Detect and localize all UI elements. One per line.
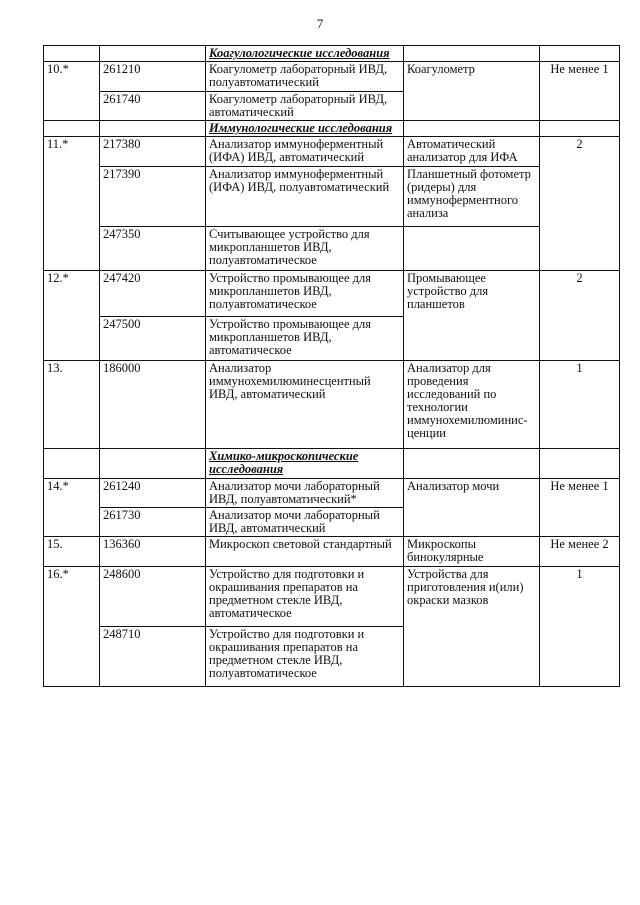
table-row <box>44 479 620 508</box>
device-code: 261240 <box>100 479 206 508</box>
device-code: 261210 <box>100 62 206 92</box>
table-row <box>44 62 620 92</box>
equipment-name: Анализатор мочи <box>404 479 540 537</box>
table-row <box>44 167 620 227</box>
quantity: 2 <box>540 137 620 271</box>
device-name: Анализатор иммуноферментный (ИФА) ИВД, автоматический <box>206 137 404 167</box>
row-number: 15. <box>44 537 100 567</box>
equipment-name: Коагулометр <box>404 62 540 121</box>
device-name: Устройство промывающее для микропланшетов ИВД, автоматическое <box>206 317 404 361</box>
device-name: Устройство для подготовки и окрашивания препаратов на предметном стекле ИВД, полуавтоматическое <box>206 627 404 687</box>
device-code: 247500 <box>100 317 206 361</box>
section-title-chemical: Химико-микроскопические исследования <box>206 449 404 479</box>
equipment-name: Устройства для приготовления и(или) окраски мазков <box>404 567 540 687</box>
device-code: 247420 <box>100 271 206 317</box>
device-code: 248710 <box>100 627 206 687</box>
row-number: 14.* <box>44 479 100 537</box>
equipment-name: Микроскопы бинокулярные <box>404 537 540 567</box>
device-name: Анализатор иммунохемилюминесцентный ИВД, автоматический <box>206 361 404 449</box>
device-code: 217380 <box>100 137 206 167</box>
device-name: Микроскоп световой стандартный <box>206 537 404 567</box>
row-number: 10.* <box>44 62 100 121</box>
device-code: 248600 <box>100 567 206 627</box>
equipment-name: Планшетный фотометр (ридеры) для иммуноферментного анализа <box>404 167 540 227</box>
section-row-immunology <box>44 121 620 137</box>
equipment-name: Анализатор для проведения исследований по технологии иммунохемилюминис-ценции <box>404 361 540 449</box>
quantity: Не менее 1 <box>540 62 620 121</box>
table-row <box>44 567 620 627</box>
device-code: 261730 <box>100 508 206 537</box>
device-code: 186000 <box>100 361 206 449</box>
device-name: Коагулометр лабораторный ИВД, полуавтоматический <box>206 62 404 92</box>
row-number: 12.* <box>44 271 100 361</box>
page-number: 7 <box>316 16 324 31</box>
equipment-name: Промывающее устройство для планшетов <box>404 271 540 361</box>
device-name: Считывающее устройство для микропланшетов ИВД, полуавтоматическое <box>206 227 404 271</box>
equipment-name: Автоматический анализатор для ИФА <box>404 137 540 167</box>
quantity: 1 <box>540 361 620 449</box>
row-number: 13. <box>44 361 100 449</box>
row-number: 11.* <box>44 137 100 271</box>
device-code: 136360 <box>100 537 206 567</box>
device-name: Устройство для подготовки и окрашивания препаратов на предметном стекле ИВД, автоматическое <box>206 567 404 627</box>
quantity: 1 <box>540 567 620 687</box>
table-row <box>44 361 620 449</box>
section-title-immunology: Иммунологические исследования <box>206 121 404 137</box>
section-title-coagulology: Коагулологические исследования <box>206 46 404 62</box>
table-row <box>44 537 620 567</box>
section-row-chemical <box>44 449 620 479</box>
device-code: 247350 <box>100 227 206 271</box>
row-number: 16.* <box>44 567 100 687</box>
device-name: Устройство промывающее для микропланшетов ИВД, полуавтоматическое <box>206 271 404 317</box>
section-row-coagulology <box>44 46 620 62</box>
device-name: Коагулометр лабораторный ИВД, автоматический <box>206 92 404 121</box>
device-name: Анализатор мочи лабораторный ИВД, полуавтоматический* <box>206 479 404 508</box>
quantity: Не менее 2 <box>540 537 620 567</box>
quantity: 2 <box>540 271 620 361</box>
table-row <box>44 271 620 317</box>
device-name: Анализатор иммуноферментный (ИФА) ИВД, полуавтоматический <box>206 167 404 227</box>
table-row <box>44 137 620 167</box>
quantity: Не менее 1 <box>540 479 620 537</box>
table-row <box>44 227 620 271</box>
device-name: Анализатор мочи лабораторный ИВД, автоматический <box>206 508 404 537</box>
equipment-table <box>43 45 620 687</box>
device-code: 217390 <box>100 167 206 227</box>
device-code: 261740 <box>100 92 206 121</box>
